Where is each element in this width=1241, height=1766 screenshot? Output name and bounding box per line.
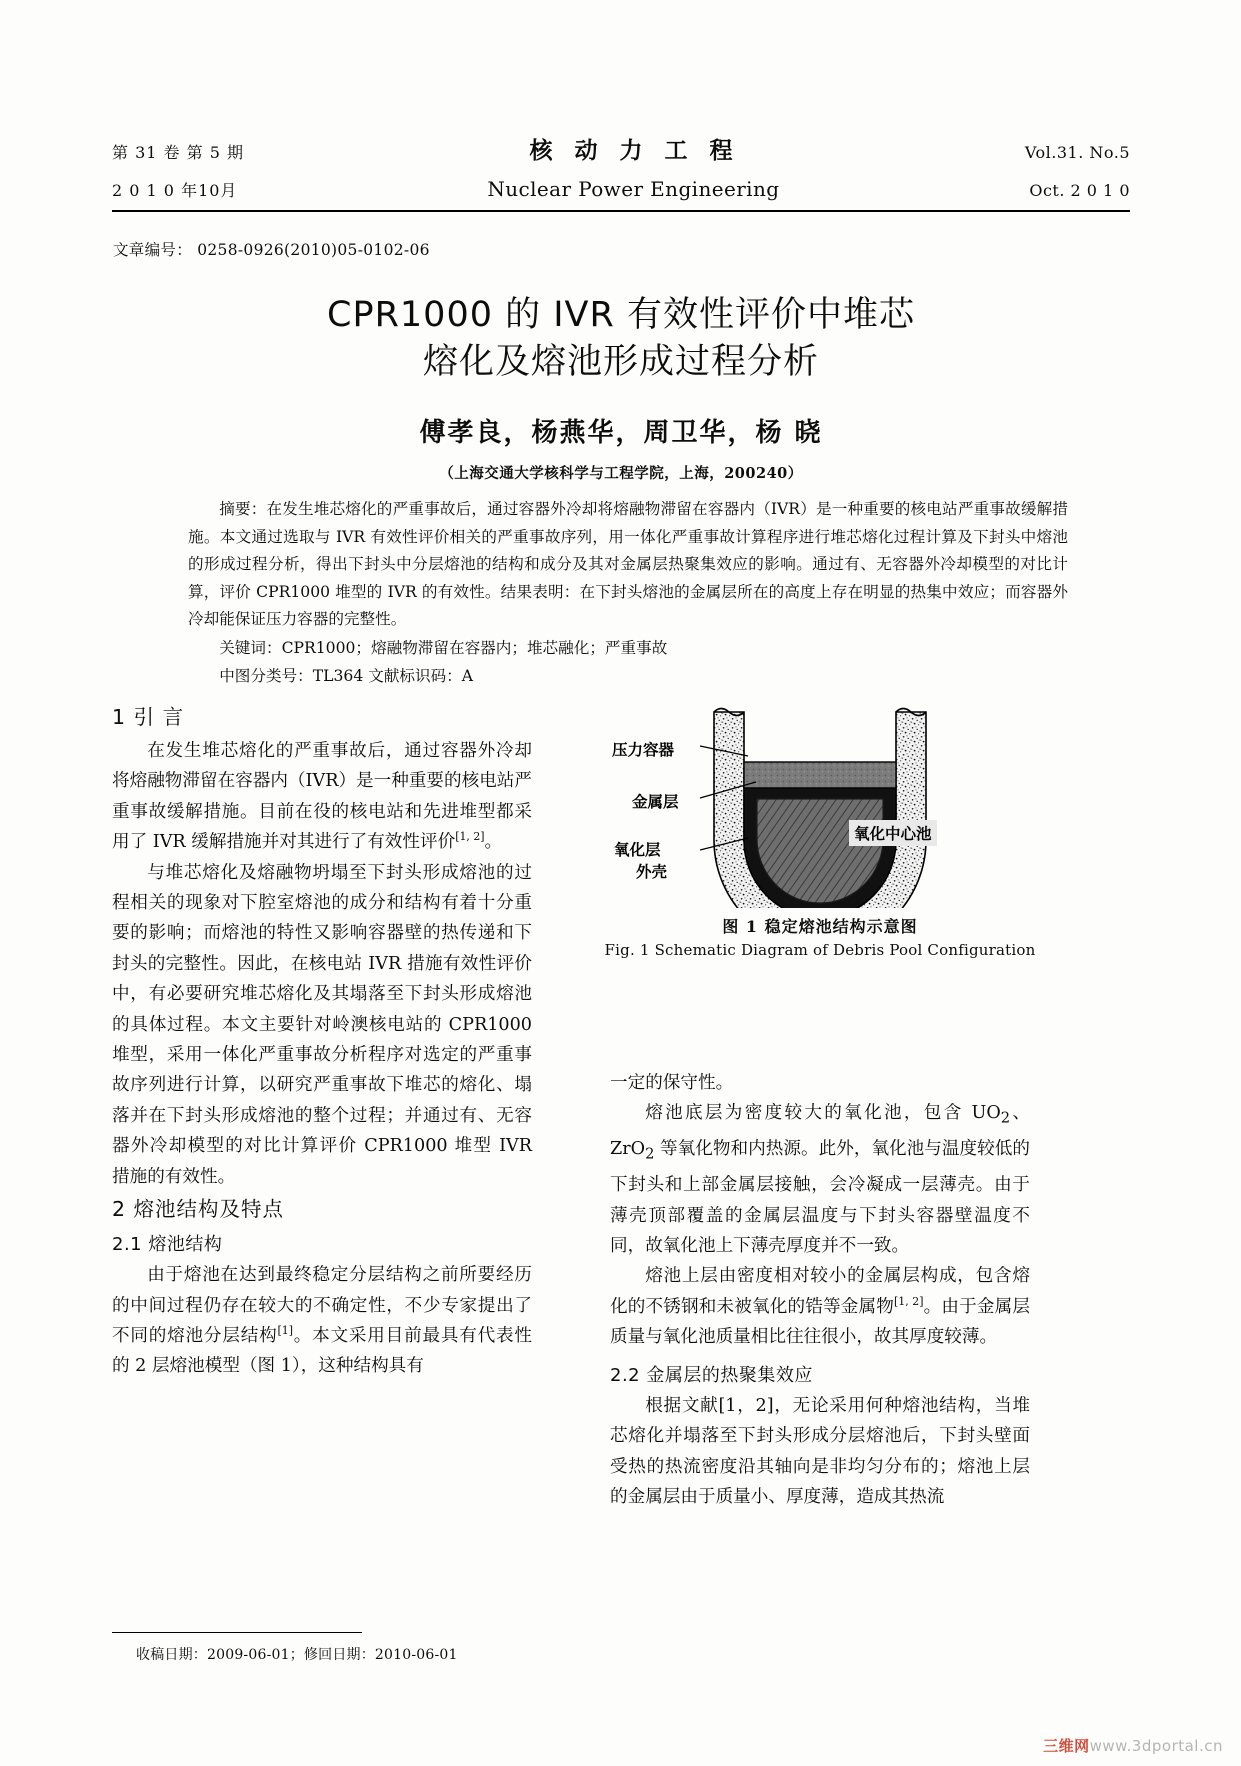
volume-issue-en: Vol.31. No.5 — [1024, 143, 1130, 162]
running-head-row-1 — [112, 132, 1130, 165]
classification-codes: 中图分类号：TL364 文献标识码：A — [219, 667, 474, 685]
citation-ref-2: [1] — [277, 1324, 293, 1338]
figure-1-caption — [596, 914, 1044, 959]
figure-label-metal-layer: 金属层 — [632, 792, 679, 811]
figure-label-oxide-pool: 氧化中心池 — [849, 820, 937, 846]
watermark — [1043, 1735, 1223, 1756]
section-heading-2: 2 熔池结构及特点 — [112, 1197, 285, 1222]
citation-ref-1: [1, 2] — [455, 830, 485, 844]
keywords: 关键词：CPR1000；熔融物滞留在容器内；堆芯融化；严重事故 — [219, 638, 668, 657]
subscript-uo2: 2 — [1000, 1109, 1011, 1127]
paragraph-oxide-pool-c: 等氧化物和内热源。此外，氧化池与温度较低的下封头和上部金属层接触，会冷凝成一层薄壳。由于薄壳顶部覆盖的金属层温度与下封头容器壁温度不同，故氧化池上下薄壳厚度并不一致。 — [610, 1139, 1030, 1257]
figure-1-image — [596, 690, 1044, 908]
figure-1-caption-cn: 图 1 稳定熔池结构示意图 — [722, 917, 918, 936]
page-title — [112, 292, 1130, 386]
abstract-block — [188, 496, 1068, 691]
author-list: 傅孝良，杨燕华，周卫华，杨 晓 — [419, 418, 823, 448]
figure-1 — [596, 690, 1044, 959]
issue-date-cn: 2 0 1 0 年10月 — [112, 181, 238, 200]
paragraph-intro-1-text: 在发生堆芯熔化的严重事故后，通过容器外冷却将熔融物滞留在容器内（IVR）是一种重要的核电站严重事故缓解措施。目前在役的核电站和先进堆型都采用了 IVR 缓解措施并对其进行了有效性评价 — [112, 741, 532, 853]
volume-issue: 第 31 卷 第 5 期 — [112, 143, 244, 162]
paragraph-pool-structure — [112, 1260, 532, 1382]
issue-date-en: Oct. 2 0 1 0 — [1029, 181, 1130, 200]
paragraph-metal-layer-a: 熔池上层由密度相对较小的金属层构成，包含熔化的不锈钢和未被氧化的锆等金属物 — [610, 1266, 1030, 1317]
footnote-rule — [112, 1632, 362, 1633]
paragraph-intro-2: 与堆芯熔化及熔融物坍塌至下封头形成熔池的过程相关的现象对下腔室熔池的成分和结构有着十分重要的影响；而熔池的特性又影响容器壁的热传递和下封头的完整性。因此，在核电站 IVR 措施有效性评价中，有必要研究堆芯熔化及其塌落至下封头形成熔池的具体过程。本文主要针对岭澳核电站的 CPR1000 堆型，采用一体化严重事故分析程序对选定的严重事故序列进行计算，以研究严重事故下堆芯的熔化、塌落并在下封头形成熔池的整个过程；并通过有、无容器外冷却模型的对比计算评价 CPR1000 堆型 IVR 措施的有效性。 — [112, 862, 532, 1187]
paragraph-conservatism: 一定的保守性。 — [610, 1073, 734, 1093]
subscript-zro2: 2 — [645, 1145, 655, 1163]
watermark-cn: 三维网 — [1043, 1737, 1090, 1755]
figure-label-pressure-vessel: 压力容器 — [612, 740, 675, 759]
page-title-line-2: 熔化及熔池形成过程分析 — [422, 342, 819, 382]
paragraph-pool-structure-b: 。本文采用目前最具有代表性的 2 层熔池模型（图 1），这种结构具有 — [112, 1325, 532, 1377]
section-heading-2-1: 2.1 熔池结构 — [112, 1234, 223, 1256]
paragraph-oxide-pool-a: 熔池底层为密度较大的氧化池，包含 UO — [645, 1103, 1001, 1124]
header-rule — [112, 210, 1130, 212]
affiliation: （上海交通大学核科学与工程学院，上海，200240） — [439, 465, 803, 482]
figure-label-oxide-crust-line1: 氧化层 — [614, 840, 661, 859]
footnote-received-date: 收稿日期：2009-06-01；修回日期：2010-06-01 — [136, 1647, 458, 1663]
paragraph-oxide-pool-b: 、ZrO — [610, 1103, 1030, 1160]
journal-title-en: Nuclear Power Engineering — [487, 177, 780, 201]
column-right — [610, 1068, 1030, 1512]
paragraph-intro-1-tail: 。 — [484, 832, 503, 853]
paragraph-heat-focusing: 根据文献[1，2]，无论采用何种熔池结构，当堆芯熔化并塌落至下封头形成分层熔池后，下封头壁面受热的热流密度沿其轴向是非均匀分布的；熔池上层的金属层由于质量小、厚度薄，造成其热流 — [610, 1395, 1030, 1507]
section-heading-2-2: 2.2 金属层的热聚集效应 — [610, 1364, 813, 1386]
column-left — [112, 700, 532, 1382]
paragraph-intro-1 — [112, 736, 532, 858]
page-title-line-1: CPR1000 的 IVR 有效性评价中堆芯 — [327, 295, 915, 335]
watermark-url: www.3dportal.cn — [1089, 1737, 1223, 1755]
section-heading-1: 1 引 言 — [112, 705, 185, 729]
paragraph-metal-layer — [610, 1261, 1030, 1352]
journal-title-cn: 核 动 力 工 程 — [529, 137, 740, 164]
running-head-row-2 — [112, 177, 1130, 201]
paragraph-oxide-pool — [610, 1098, 1030, 1261]
running-head — [112, 132, 1130, 212]
paragraph-metal-layer-b: 。由于金属层质量与氧化池质量相比往往很小，故其厚度较薄。 — [610, 1296, 1030, 1348]
figure-label-oxide-crust-line2: 外壳 — [636, 862, 668, 881]
article-number: 文章编号： 0258-0926(2010)05-0102-06 — [113, 241, 430, 259]
abstract-text: 摘要：在发生堆芯熔化的严重事故后，通过容器外冷却将熔融物滞留在容器内（IVR）是一种重要的核电站严重事故缓解措施。本文通过选取与 IVR 有效性评价相关的严重事故序列，用一体化严重事故计算程序进行堆芯熔化过程计算及下封头中熔池的形成过程分析，得出下封头中分层熔池的结构和成分及其对金属层热聚集效应的影响。通过有、无容器外冷却模型的对比计算，评价 CPR1000 堆型的 IVR 的有效性。结果表明：在下封头熔池的金属层所在的高度上存在明显的热集中效应；而容器外冷却能保证压力容器的完整性。 — [188, 500, 1068, 628]
metal-layer-band — [744, 762, 896, 788]
figure-1-caption-en: Fig. 1 Schematic Diagram of Debris Pool Configuration — [604, 941, 1036, 959]
citation-ref-3: [1, 2] — [894, 1295, 924, 1309]
paragraph-pool-structure-a: 由于熔池在达到最终稳定分层结构之前所要经历的中间过程仍存在较大的不确定性，不少专家提出了不同的熔池分层结构 — [112, 1265, 532, 1346]
